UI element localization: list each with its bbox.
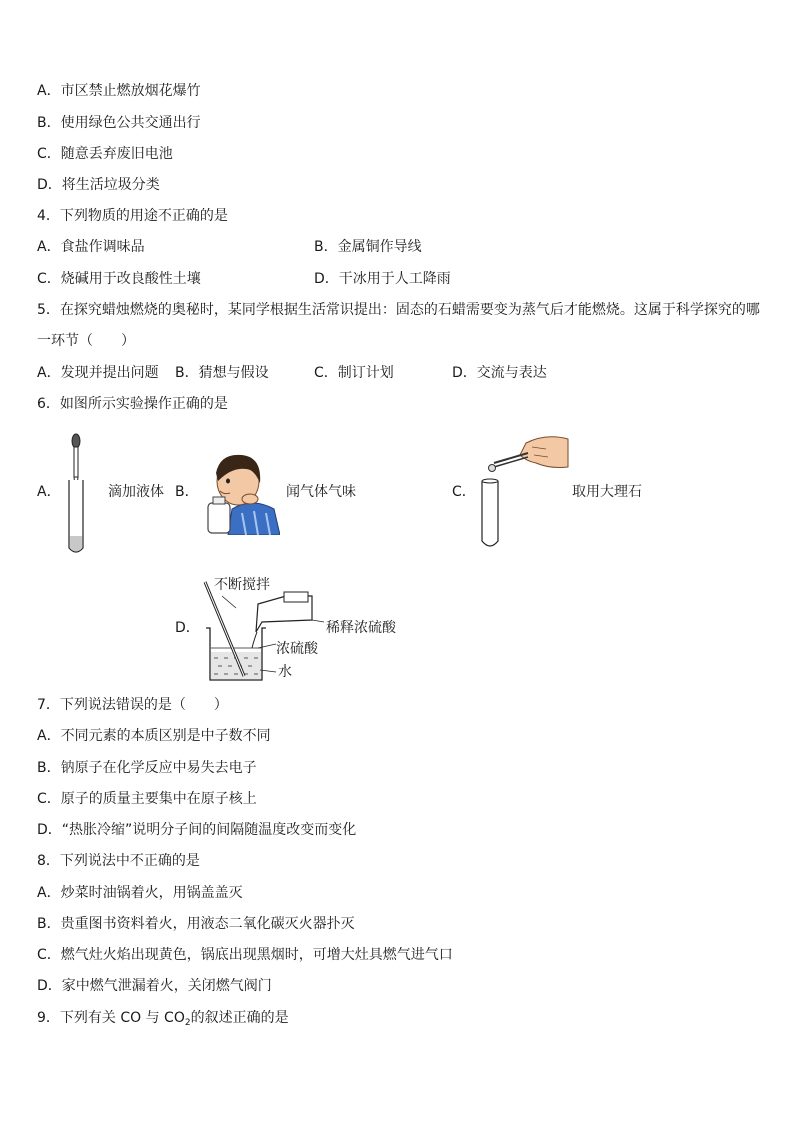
q3-option-a: A．市区禁止燃放烟花爆竹: [37, 83, 201, 99]
q4-option-a: A．食盐作调味品: [37, 239, 145, 255]
q6-a-caption: 滴加液体: [108, 484, 164, 500]
q8-option-b: B．贵重图书资料着火，用液态二氧化碳灭火器扑灭: [37, 916, 355, 932]
q4-option-b: B．金属铜作导线: [314, 239, 422, 255]
tweezers-marble-figure: [476, 433, 570, 551]
q8-option-c: C．燃气灶火焰出现黄色，锅底出现黑烟时，可增大灶具燃气进气口: [37, 947, 453, 963]
q5-option-b: B．猜想与假设: [175, 365, 269, 381]
q9-stem-pre: 9．下列有关 CO 与 CO: [37, 1010, 185, 1026]
smelling-gas-figure: [202, 447, 280, 535]
q5-stem-line2: 一环节（ ）: [37, 333, 135, 349]
q6-stem: 6．如图所示实验操作正确的是: [37, 396, 228, 412]
q5-stem-line1: 5．在探究蜡烛燃烧的奥秘时，某同学根据生活常识提出：固态的石蜡需要变为蒸气后才能燃烧。这属于科学探究的哪: [37, 302, 760, 318]
q4-stem: 4．下列物质的用途不正确的是: [37, 208, 228, 224]
q6-a-letter: A．: [37, 484, 61, 500]
q8-stem: 8．下列说法中不正确的是: [37, 853, 200, 869]
q6-b-letter: B．: [175, 484, 199, 500]
q7-option-c: C．原子的质量主要集中在原子核上: [37, 791, 257, 807]
q6-d-letter: D．: [175, 620, 200, 636]
q3-option-b: B．使用绿色公共交通出行: [37, 115, 201, 131]
q7-option-a: A．不同元素的本质区别是中子数不同: [37, 728, 271, 744]
q9-stem: [37, 1009, 289, 1032]
q4-option-c: C．烧碱用于改良酸性土壤: [37, 271, 201, 287]
q5-option-c: C．制订计划: [314, 365, 394, 381]
q6-d-label-water: 水: [278, 664, 292, 680]
q6-d-label-dilute: 稀释浓硫酸: [326, 620, 396, 636]
q5-option-a: A．发现并提出问题: [37, 365, 159, 381]
q5-option-d: D．交流与表达: [452, 365, 547, 381]
q8-option-a: A．炒菜时油锅着火，用锅盖盖灭: [37, 885, 243, 901]
q6-d-label-stir: 不断搅拌: [214, 577, 270, 593]
q9-stem-post: 的叙述正确的是: [190, 1010, 289, 1026]
q9-stem-sub: 2: [184, 1018, 191, 1028]
q7-stem: 7．下列说法错误的是（ ）: [37, 697, 228, 713]
q7-option-b: B．钠原子在化学反应中易失去电子: [37, 760, 257, 776]
q3-option-c: C．随意丢弃废旧电池: [37, 146, 173, 162]
q6-d-label-acid: 浓硫酸: [276, 641, 318, 657]
q6-c-caption: 取用大理石: [572, 484, 642, 500]
dropper-test-tube-figure: [62, 432, 92, 558]
q3-option-d: D．将生活垃圾分类: [37, 177, 160, 193]
q7-option-d: D．“热胀冷缩”说明分子间的间隔随温度改变而变化: [37, 822, 357, 838]
q4-option-d: D．干冰用于人工降雨: [314, 271, 451, 287]
q8-option-d: D．家中燃气泄漏着火，关闭燃气阀门: [37, 978, 272, 994]
q6-c-letter: C．: [452, 484, 476, 500]
q6-b-caption: 闻气体气味: [286, 484, 356, 500]
